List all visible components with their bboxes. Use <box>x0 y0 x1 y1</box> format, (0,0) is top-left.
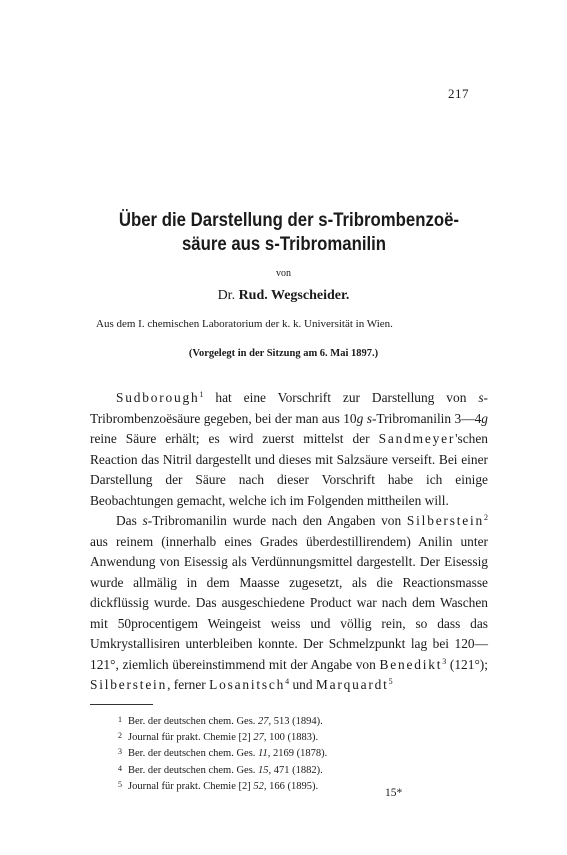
spaced-name: Sandmeyer <box>378 431 456 446</box>
footnote-text: 166 (1895). <box>266 780 319 792</box>
spaced-name: Losanitsch <box>209 677 286 692</box>
signature-mark: 15* <box>385 787 403 799</box>
spaced-name: Silberstein <box>406 513 484 528</box>
presentation-note: (Vorgelegt in der Sitzung am 6. Mai 1897.) <box>188 348 379 359</box>
body-text <box>90 388 488 696</box>
footnote-text: 100 (1883). <box>266 732 319 744</box>
text-run: -Tribromanilin wurde nach den Angaben von <box>147 513 407 528</box>
volume-number: 27, <box>258 716 272 727</box>
text-run: 'schen Reaction das Nitril dargestellt und dieses mit Salzsäure verseift. Bei einer Darstellung der Säure nach dieser Vorschrift habe ich einige Beobachtungen gemacht, welche ich im Folgenden mittheilen will. <box>90 431 488 508</box>
article-title <box>92 208 476 256</box>
footnote-ref: 4 <box>285 677 290 686</box>
footnote-text: Journal für prakt. Chemie [2] <box>128 780 254 792</box>
text-run: reine Säure erhält; es wird zuerst mittelst der <box>90 431 379 446</box>
paragraph <box>90 511 488 696</box>
text-run: und <box>289 677 316 692</box>
footnote <box>118 762 458 778</box>
title-line-2: säure aus s-Tribromanilin <box>181 233 387 255</box>
author <box>0 288 567 304</box>
footnote-number: 2 <box>118 731 122 741</box>
byline-von: von <box>276 268 291 279</box>
volume-number: 15, <box>258 764 272 776</box>
footnote <box>118 729 458 745</box>
spaced-name: Silberstein <box>90 677 168 692</box>
footnote-ref: 1 <box>199 390 204 399</box>
footnote-number: 3 <box>118 747 122 757</box>
italic-text: g <box>356 410 364 426</box>
volume-number: 27, <box>253 732 267 744</box>
spaced-name: Benedikt <box>379 656 443 672</box>
text-run: hat eine Vorschrift zur Darstellung von <box>203 390 479 405</box>
footnote <box>118 778 458 794</box>
footnote-number: 1 <box>118 715 122 724</box>
footnote-ref: 3 <box>442 656 447 666</box>
text-run: Das <box>116 513 143 528</box>
text-run: -Tribromanilin 3—4 <box>371 410 482 426</box>
footnotes <box>118 713 458 794</box>
footnote-ref: 2 <box>483 513 488 522</box>
title-line-1: Über die Darstellung der s-Tribrombenzoë- <box>118 209 459 231</box>
footnote-rule <box>90 704 153 705</box>
text-run: aus reinem (innerhalb eines Grades überdestillirendem) Anilin unter Anwendung von Eisessig als Verdünnungsmittel dargestellt. Der Eisessig wurde allmälig in dem Maasse zugesetzt, als die Reactionsmasse dickflüssig wurde. Das ausgeschiedene Product war nach dem Waschen mit 50procentigem Weingeist weiss und völlig rein, so dass das Umkrystallisiren unterbleiben konnte. Der Schmelzpunkt lag bei 120—121°, ziemlich übereinstimmend mit der Angabe von <box>90 533 488 672</box>
footnote-number: 4 <box>118 763 122 773</box>
author-prefix: Dr. <box>217 288 236 303</box>
footnote-text: 471 (1882). <box>271 764 323 776</box>
footnote <box>118 745 458 761</box>
italic-text: g <box>481 410 488 426</box>
text-run: (121°); <box>446 656 488 672</box>
spaced-name: Marquardt <box>315 677 389 692</box>
text-run: , ferner <box>167 677 210 692</box>
footnote-ref: 5 <box>388 677 393 686</box>
footnote-text: 513 (1894). <box>271 716 323 727</box>
footnote-text: Journal für prakt. Chemie [2] <box>128 732 254 744</box>
volume-number: 52, <box>253 780 267 792</box>
volume-number: 11, <box>258 748 271 760</box>
footnote-text: Ber. der deutschen chem. Ges. <box>128 748 259 760</box>
footnote-text: Ber. der deutschen chem. Ges. <box>128 764 259 776</box>
affiliation: Aus dem I. chemischen Laboratorium der k. k. Universität in Wien. <box>96 318 393 330</box>
text-run: -Tribrombenzoësäure gegeben, bei der man aus 10 <box>90 390 488 426</box>
footnote-number: 5 <box>118 779 122 789</box>
italic-text: s <box>142 513 148 528</box>
footnote <box>118 713 458 729</box>
page-number: 217 <box>448 86 469 101</box>
italic-text: s <box>478 390 484 405</box>
italic-text: s <box>366 410 372 426</box>
footnote-text: 2169 (1878). <box>270 748 328 760</box>
author-name: Rud. Wegscheider. <box>238 288 350 303</box>
footnote-text: Ber. der deutschen chem. Ges. <box>128 716 259 727</box>
paragraph <box>90 388 488 511</box>
spaced-name: Sudborough <box>116 390 200 405</box>
